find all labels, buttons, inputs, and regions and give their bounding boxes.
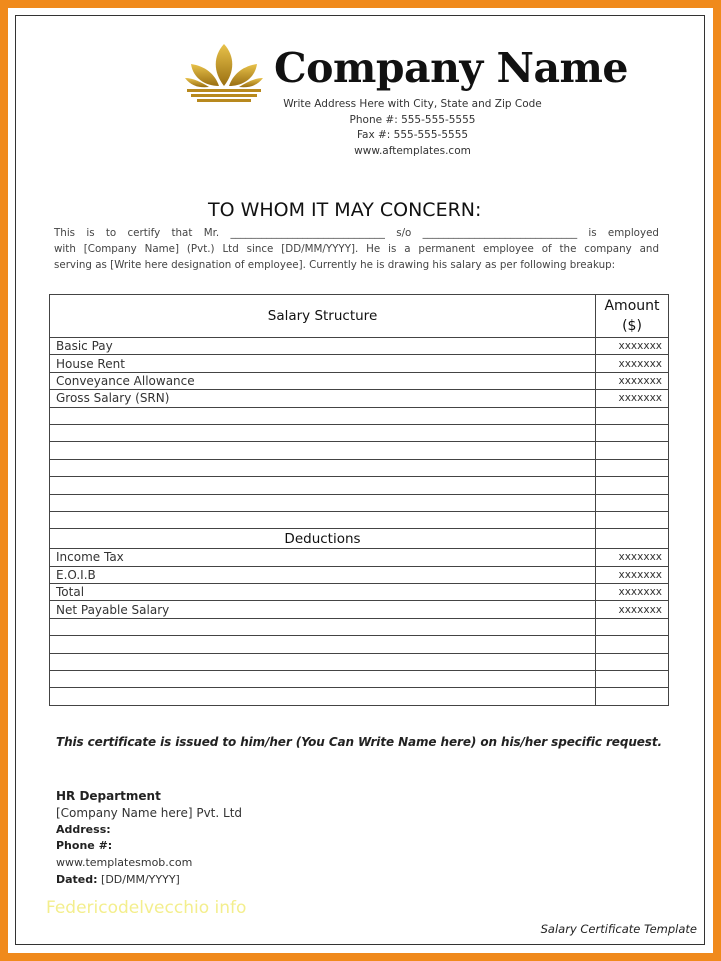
table-row	[50, 355, 669, 372]
letter-word: ______________________________	[422, 227, 578, 239]
row-amount: xxxxxxx	[596, 338, 669, 355]
letter-word: is	[86, 227, 95, 239]
row-amount	[596, 442, 669, 459]
row-label	[50, 477, 596, 494]
empty-row	[50, 442, 669, 459]
amount-header	[596, 295, 669, 338]
empty-row	[50, 407, 669, 424]
company-phone: Phone #: 555-555-5555	[349, 113, 476, 126]
row-amount	[596, 636, 669, 653]
row-label	[50, 424, 596, 441]
letter-word: a	[404, 243, 411, 255]
letter-word: s/o	[396, 227, 412, 239]
row-label	[50, 494, 596, 511]
row-label: Gross Salary (SRN)	[50, 390, 596, 407]
row-amount: xxxxxxx	[596, 372, 669, 389]
row-label: Income Tax	[50, 549, 596, 566]
letter-word: that	[171, 227, 193, 239]
company-name: Company Name	[274, 44, 629, 92]
table-row	[50, 372, 669, 389]
letter-word: since	[246, 243, 274, 255]
deductions-header-amount	[596, 529, 669, 549]
empty-row	[50, 671, 669, 688]
letter-word: He	[366, 243, 381, 255]
hr-company: [Company Name here] Pvt. Ltd	[56, 805, 243, 820]
row-amount	[596, 653, 669, 670]
letter-word: Name]	[144, 243, 180, 255]
table-row	[50, 601, 669, 618]
letter-word: This	[54, 227, 76, 239]
letter-word: ______________________________	[230, 227, 385, 239]
row-amount: xxxxxxx	[596, 355, 669, 372]
empty-row	[50, 636, 669, 653]
hr-dated-value: [DD/MM/YYYY]	[97, 872, 180, 886]
table-row	[50, 549, 669, 566]
row-label: E.O.I.B	[50, 566, 596, 583]
empty-row	[50, 511, 669, 528]
row-label	[50, 688, 596, 705]
letter-word: employee	[482, 243, 534, 255]
letter-word: (Pvt.)	[186, 243, 215, 255]
hr-dated	[56, 872, 242, 889]
row-amount	[596, 618, 669, 635]
letter-word: certify	[127, 227, 161, 239]
row-label: Conveyance Allowance	[50, 372, 596, 389]
deductions-header: Deductions	[50, 529, 596, 549]
row-amount: xxxxxxx	[596, 549, 669, 566]
letter-word: employed	[607, 227, 659, 239]
hr-phone-label: Phone #:	[56, 839, 113, 853]
letter-line-1	[54, 225, 659, 241]
row-amount	[596, 671, 669, 688]
row-label: Net Payable Salary	[50, 601, 596, 618]
footer-caption: Salary Certificate Template	[540, 922, 697, 936]
row-label	[50, 511, 596, 528]
hr-dated-label: Dated:	[56, 872, 98, 886]
company-contact	[8, 97, 713, 159]
row-amount: xxxxxxx	[596, 601, 669, 618]
letter-word: [DD/MM/YYYY].	[281, 243, 359, 255]
hr-website: www.templatesmob.com	[56, 856, 193, 870]
row-amount: xxxxxxx	[596, 584, 669, 601]
row-amount	[596, 688, 669, 705]
letter-line-3: serving as [Write here designation of employee]. Currently he is drawing his salary as per following breakup:	[54, 259, 616, 271]
certificate-note: This certificate is issued to him/her (You Can Write Name here) on his/her specific request.	[56, 735, 662, 749]
row-amount	[596, 407, 669, 424]
letter-word: the	[559, 243, 577, 255]
salary-table	[49, 294, 669, 706]
letter-word: and	[639, 243, 659, 255]
letter-word: Ltd	[222, 243, 239, 255]
row-label: Basic Pay	[50, 338, 596, 355]
table-header-row	[50, 295, 669, 338]
letter-line-2	[54, 241, 659, 257]
deductions-header-row	[50, 529, 669, 549]
empty-row	[50, 688, 669, 705]
row-amount	[596, 511, 669, 528]
watermark-text: Federicodelvecchio info	[46, 898, 247, 918]
letter-word: [Company	[83, 243, 137, 255]
letter-word: to	[105, 227, 117, 239]
row-label: Total	[50, 584, 596, 601]
certificate-page	[8, 8, 713, 953]
row-label: House Rent	[50, 355, 596, 372]
table-row	[50, 566, 669, 583]
table-row	[50, 584, 669, 601]
letter-word: Mr.	[203, 227, 220, 239]
letter-word: with	[54, 243, 76, 255]
hr-department: HR Department	[56, 789, 161, 803]
row-amount	[596, 494, 669, 511]
empty-row	[50, 424, 669, 441]
letter-heading: TO WHOM IT MAY CONCERN:	[208, 199, 482, 221]
hr-signature-block	[56, 788, 242, 889]
row-label	[50, 407, 596, 424]
row-amount	[596, 459, 669, 476]
row-label	[50, 459, 596, 476]
letter-word: of	[541, 243, 552, 255]
row-amount	[596, 477, 669, 494]
company-fax: Fax #: 555-555-5555	[356, 129, 469, 142]
row-label	[50, 442, 596, 459]
letter-word: is	[588, 227, 597, 239]
amount-header-label: Amount	[604, 298, 660, 314]
empty-row	[50, 477, 669, 494]
row-amount: xxxxxxx	[596, 390, 669, 407]
row-label	[50, 671, 596, 688]
empty-row	[50, 459, 669, 476]
hr-address-label: Address:	[56, 822, 111, 836]
row-label	[50, 653, 596, 670]
company-website: www.aftemplates.com	[354, 144, 471, 157]
row-label	[50, 618, 596, 635]
table-row	[50, 390, 669, 407]
empty-row	[50, 618, 669, 635]
company-address: Write Address Here with City, State and Zip Code	[283, 98, 542, 110]
row-amount: xxxxxxx	[596, 566, 669, 583]
letter-word: permanent	[418, 243, 476, 255]
row-label	[50, 636, 596, 653]
empty-row	[50, 494, 669, 511]
salary-structure-header: Salary Structure	[50, 295, 596, 338]
row-amount	[596, 424, 669, 441]
letter-body	[54, 225, 659, 273]
letter-word: company	[584, 243, 632, 255]
empty-row	[50, 653, 669, 670]
table-row	[50, 338, 669, 355]
letter-word: is	[388, 243, 397, 255]
amount-header-unit: ($)	[622, 318, 642, 334]
